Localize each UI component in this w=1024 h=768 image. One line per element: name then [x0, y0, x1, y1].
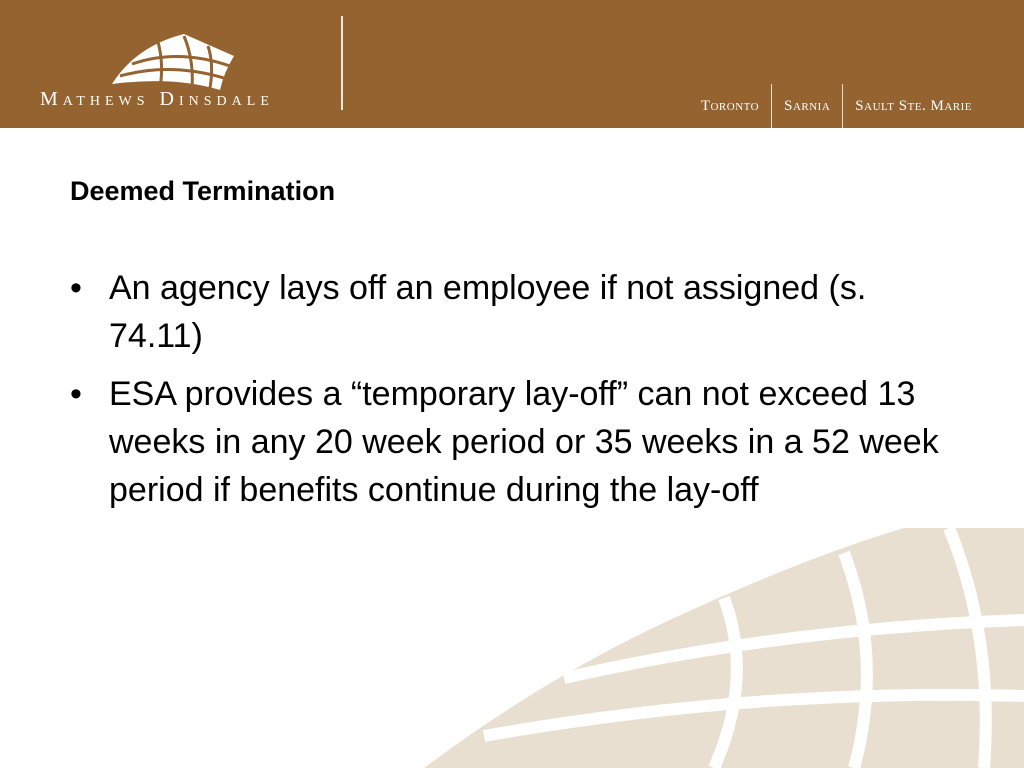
bullet-text: ESA provides a “temporary lay-off” can not exceed 13 weeks in any 20 week period or 35 weeks in a 52 week period if benefits continue during the lay-off	[109, 375, 939, 509]
firm-logo-text: Mathews Dinsdale	[40, 88, 274, 110]
bullet-item	[70, 264, 940, 360]
slide-title: Deemed Termination	[70, 176, 336, 206]
bullet-marker: •	[70, 375, 82, 413]
logo-divider	[341, 16, 343, 110]
city-list	[689, 84, 984, 128]
bullet-marker: •	[70, 269, 82, 307]
city-sault-ste-marie: Sault Ste. Marie	[855, 97, 972, 114]
bullet-list	[70, 264, 940, 524]
city-toronto: Toronto	[700, 97, 760, 114]
city-sarnia: Sarnia	[784, 97, 831, 114]
bullet-text: An agency lays off an employee if not assigned (s. 74.11)	[109, 269, 867, 355]
bullet-item	[70, 370, 940, 514]
header-band	[0, 0, 1024, 128]
dome-watermark-graphic	[424, 528, 1024, 768]
logo-roof-icon	[108, 28, 240, 92]
